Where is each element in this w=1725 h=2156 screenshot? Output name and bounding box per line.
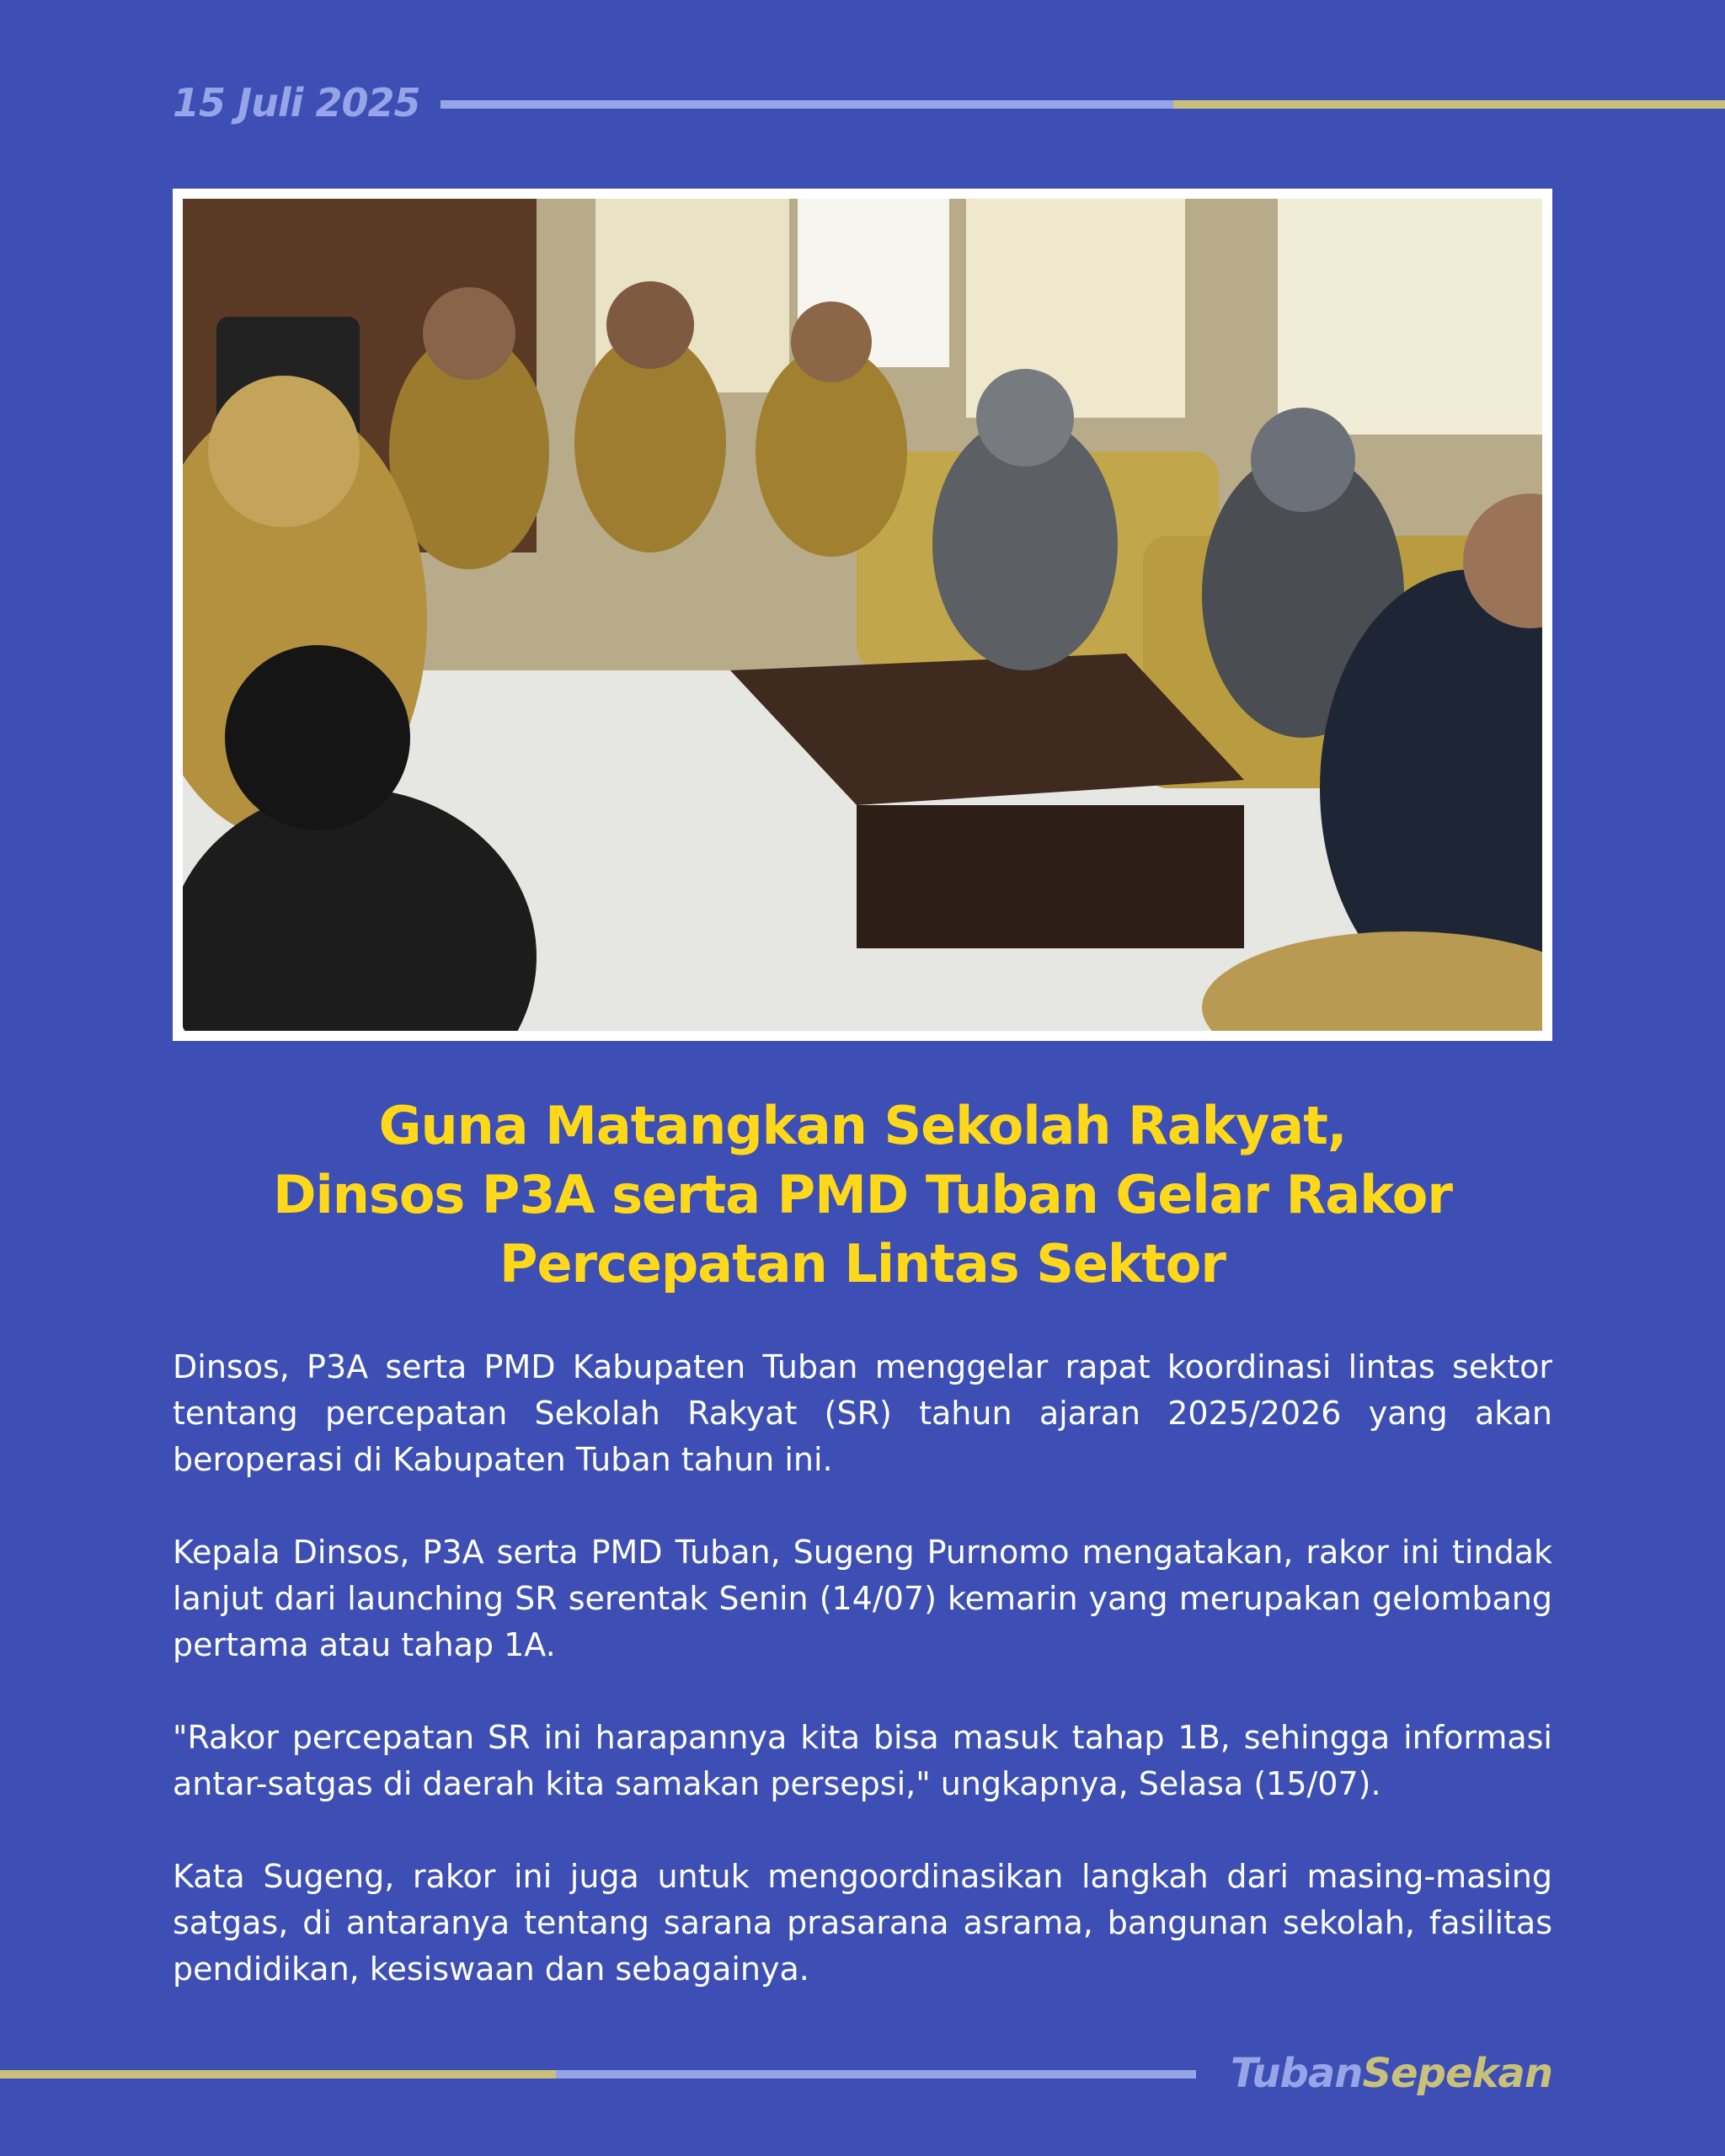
article-paragraph: Dinsos, P3A serta PMD Kabupaten Tuban menggelar rapat koordinasi lintas sektor tentang percepatan Sekolah Rakyat (SR) tahun ajaran 2025/2026 yang akan beroperasi di Kabupaten Tuban tahun ini. — [173, 1348, 1552, 1478]
article-paragraph: Kata Sugeng, rakor ini juga untuk mengoordinasikan langkah dari masing-masing satgas, di antaranya tentang sarana prasarana asrama, bangunan sekolah, fasilitas pendidikan, kesiswaan dan sebagainya. — [173, 1858, 1552, 1988]
meeting-photo — [183, 199, 1542, 1031]
news-photo-frame — [173, 189, 1552, 1041]
headline-line-3: Percepatan Lintas Sektor — [499, 1233, 1226, 1294]
headline-line-2: Dinsos P3A serta PMD Tuban Gelar Rakor — [273, 1164, 1452, 1225]
footer-divider-blue — [556, 2070, 1196, 2079]
header-divider-blue — [441, 100, 1173, 109]
headline-line-1: Guna Matangkan Sekolah Rakyat, — [378, 1095, 1347, 1156]
article-paragraph: "Rakor percepatan SR ini harapannya kita bisa masuk tahap 1B, sehingga informasi antar-satgas di daerah kita samakan persepsi," ungkapnya, Selasa (15/07). — [173, 1719, 1552, 1802]
footer-divider-gold — [0, 2070, 556, 2079]
article-paragraph: Kepala Dinsos, P3A serta PMD Tuban, Sugeng Purnomo mengatakan, rakor ini tindak lanjut dari launching SR serentak Senin (14/07) kemarin yang merupakan gelombang pertama atau tahap 1A. — [173, 1534, 1552, 1663]
brand-name-part1: Tuban — [1230, 2050, 1363, 2097]
header-divider-gold — [1173, 100, 1725, 109]
publish-date: 15 Juli 2025 — [173, 80, 420, 125]
article-headline — [173, 1091, 1552, 1299]
article-body — [173, 1344, 1552, 1993]
brand-logo — [1231, 2047, 1552, 2100]
brand-name-part2: Sepekan — [1362, 2050, 1552, 2097]
